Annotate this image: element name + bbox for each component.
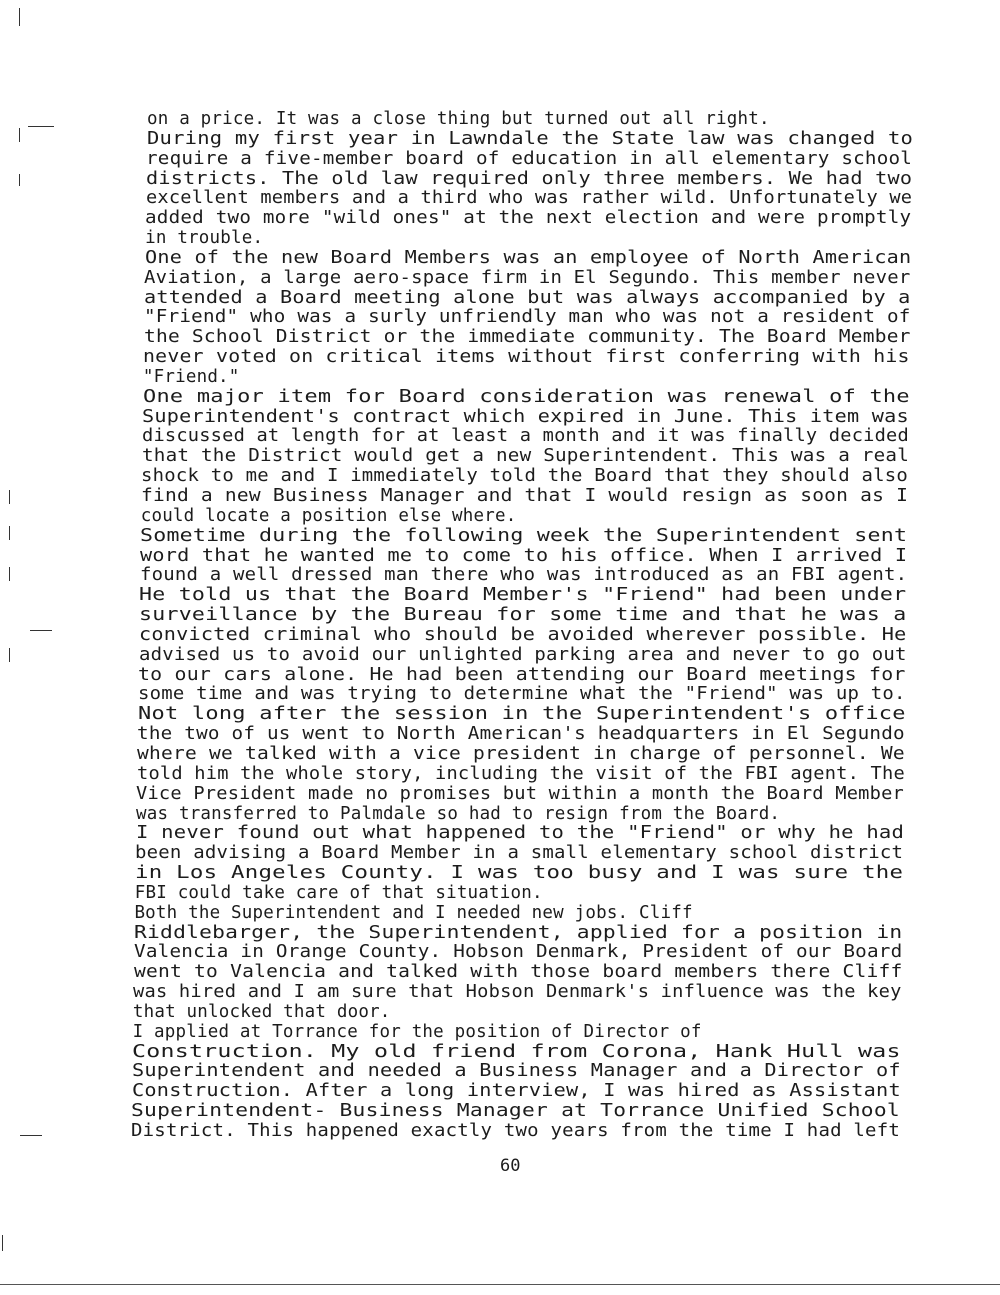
text-line xyxy=(143,366,1000,388)
text-line-content: districts. The old law required only three members. We had two xyxy=(146,168,913,189)
text-line-content: I never found out what happened to the "Friend" or why he had xyxy=(135,823,904,844)
text-line-content: could locate a position else where. xyxy=(140,505,517,526)
text-line xyxy=(144,326,1000,348)
text-line xyxy=(140,545,1000,567)
text-line xyxy=(139,644,1000,666)
text-line-content: in Los Angeles County. I was too busy and I was sure the xyxy=(135,863,904,884)
text-line xyxy=(141,505,1000,527)
text-line xyxy=(140,564,1000,586)
margin-mark xyxy=(19,174,20,186)
text-line xyxy=(137,763,1000,785)
text-line-content: Riddlebarger, the Superintendent, applied for a position in xyxy=(134,922,903,943)
text-line-content: find a new Business Manager and that I would resign as soon as I xyxy=(141,486,909,507)
text-line xyxy=(138,664,1000,686)
text-line-content: One major item for Board consideration was renewal of the xyxy=(142,386,910,407)
text-line xyxy=(141,465,1000,487)
text-line-content: require a five-member board of education in all elementary school xyxy=(146,148,913,169)
text-line-content: Superintendent and needed a Business Manager and a Director of xyxy=(131,1061,901,1082)
text-line-content: never voted on critical items without first conferring with his xyxy=(143,347,910,368)
text-line-content: Both the Superintendent and I needed new jobs. Cliff xyxy=(134,902,693,923)
text-line-content: Not long after the session in the Superintendent's office xyxy=(137,704,906,725)
text-line-content: Construction. After a long interview, I was hired as Assistant xyxy=(131,1081,901,1102)
text-line xyxy=(135,882,1000,904)
text-line xyxy=(143,346,1000,368)
text-line xyxy=(142,445,1000,467)
text-line xyxy=(146,187,1000,209)
text-line xyxy=(140,525,1000,547)
text-line-content: that the District would get a new Superintendent. This was a real xyxy=(141,446,909,467)
margin-mark xyxy=(9,567,10,581)
text-line xyxy=(132,1041,1000,1063)
margin-mark xyxy=(9,648,10,662)
text-line xyxy=(147,108,1000,130)
text-line-content: Construction. My old friend from Corona, Hank Hull was xyxy=(132,1041,901,1062)
text-line xyxy=(139,624,1000,646)
text-line-content: word that he wanted me to come to his office. When I arrived I xyxy=(140,545,908,566)
text-line-content: was hired and I am sure that Hobson Denmark's influence was the key xyxy=(133,982,902,1003)
text-line-content: shock to me and I immediately told the Board that they should also xyxy=(141,466,909,487)
text-line xyxy=(135,842,1000,864)
text-line xyxy=(136,822,1000,844)
text-line xyxy=(133,981,1000,1003)
text-line-content: He told us that the Board Member's "Friend" had been under xyxy=(139,585,907,606)
text-line xyxy=(145,207,1000,229)
margin-mark xyxy=(9,490,10,504)
text-line-content: advised us to avoid our unlighted parking area and never to go out xyxy=(138,644,907,665)
text-line-content: excellent members and a third who was rather wild. Unfortunately we xyxy=(145,188,912,209)
text-line-content: Vice President made no promises but within a month the Board Member xyxy=(136,783,905,804)
text-line-content: surveillance by the Bureau for some time and that he was a xyxy=(139,605,907,626)
text-line xyxy=(139,584,1000,606)
margin-mark xyxy=(30,630,52,631)
text-line xyxy=(134,922,1000,944)
text-line-content: to our cars alone. He had been attending our Board meetings for xyxy=(138,664,906,685)
text-line xyxy=(144,267,1000,289)
text-line xyxy=(141,485,1000,507)
text-line xyxy=(142,406,1000,428)
text-line xyxy=(133,1001,1000,1023)
text-line-content: FBI could take care of that situation. xyxy=(134,882,543,903)
text-line-content: added two more "wild ones" at the next election and were promptly xyxy=(145,208,912,229)
text-line-content: District. This happened exactly two years from the time I had left xyxy=(131,1121,901,1141)
text-line xyxy=(132,1080,1000,1102)
text-line-content: that unlocked that door. xyxy=(132,1001,391,1022)
text-line xyxy=(136,803,1000,825)
text-line-content: Superintendent's contract which expired in June. This item was xyxy=(142,406,910,427)
text-line xyxy=(139,604,1000,626)
text-line-content: Sometime during the following week the Superintendent sent xyxy=(140,525,908,546)
text-line-content: "Friend" who was a surly unfriendly man who was not a resident of xyxy=(143,307,911,328)
text-line-content: the School District or the immediate community. The Board Member xyxy=(143,327,911,348)
margin-mark xyxy=(19,128,20,142)
text-line-content: went to Valencia and talked with those board members there Cliff xyxy=(133,962,903,983)
text-line-content: some time and was trying to determine what the "Friend" was up to. xyxy=(137,684,906,705)
text-line xyxy=(147,128,1000,150)
text-line-content: During my first year in Lawndale the State law was changed to xyxy=(146,128,913,149)
text-line-content: told him the whole story, including the visit of the FBI agent. The xyxy=(136,763,905,784)
text-line-content: "Friend." xyxy=(142,366,240,387)
text-line xyxy=(131,1120,1000,1142)
margin-mark xyxy=(28,126,54,127)
margin-mark xyxy=(20,1135,42,1136)
text-line xyxy=(137,743,1000,765)
page-number: 60 xyxy=(500,1156,521,1176)
text-line xyxy=(131,1100,1000,1122)
text-line xyxy=(133,1021,1000,1043)
text-line xyxy=(146,168,1000,190)
margin-mark xyxy=(9,526,10,540)
text-line xyxy=(138,683,1000,705)
margin-mark xyxy=(2,1235,3,1251)
text-line xyxy=(135,862,1000,884)
margin-mark xyxy=(19,8,20,26)
text-line-content: been advising a Board Member in a small elementary school district xyxy=(135,843,904,864)
text-line xyxy=(132,1060,1000,1082)
text-line-content: in trouble. xyxy=(145,228,264,249)
text-line xyxy=(137,723,1000,745)
text-line-content: where we talked with a vice president in charge of personnel. We xyxy=(136,743,905,764)
text-line-content: One of the new Board Members was an employee of North American xyxy=(144,247,912,268)
text-line-content: was transferred to Palmdale so had to resign from the Board. xyxy=(136,803,781,824)
text-line xyxy=(136,783,1000,805)
text-line-content: found a well dressed man there who was introduced as an FBI agent. xyxy=(139,565,908,586)
text-line-content: Superintendent- Business Manager at Torrance Unified School xyxy=(131,1101,901,1122)
text-line xyxy=(134,941,1000,963)
text-line-content: convicted criminal who should be avoided wherever possible. He xyxy=(138,624,907,645)
text-line-content: Aviation, a large aero-space firm in El Segundo. This member never xyxy=(144,267,911,288)
text-line-content: the two of us went to North American's headquarters in El Segundo xyxy=(137,724,906,745)
text-line xyxy=(134,961,1000,983)
text-line-content: attended a Board meeting alone but was always accompanied by a xyxy=(144,287,911,308)
text-line xyxy=(145,227,1000,249)
bottom-rule xyxy=(0,1284,1000,1285)
text-line-content: on a price. It was a close thing but turned out all right. xyxy=(147,109,770,129)
text-line xyxy=(143,386,1000,408)
text-line-content: I applied at Torrance for the position of Director of xyxy=(132,1021,702,1042)
text-line xyxy=(145,247,1000,269)
text-line xyxy=(144,287,1000,309)
text-line xyxy=(142,425,1000,447)
text-line xyxy=(146,148,1000,170)
text-line xyxy=(138,703,1000,725)
text-line xyxy=(134,902,1000,924)
text-line-content: discussed at length for at least a month and it was finally decided xyxy=(141,426,909,447)
text-line-content: Valencia in Orange County. Hobson Denmark, President of our Board xyxy=(133,942,903,963)
text-line xyxy=(144,306,1000,328)
